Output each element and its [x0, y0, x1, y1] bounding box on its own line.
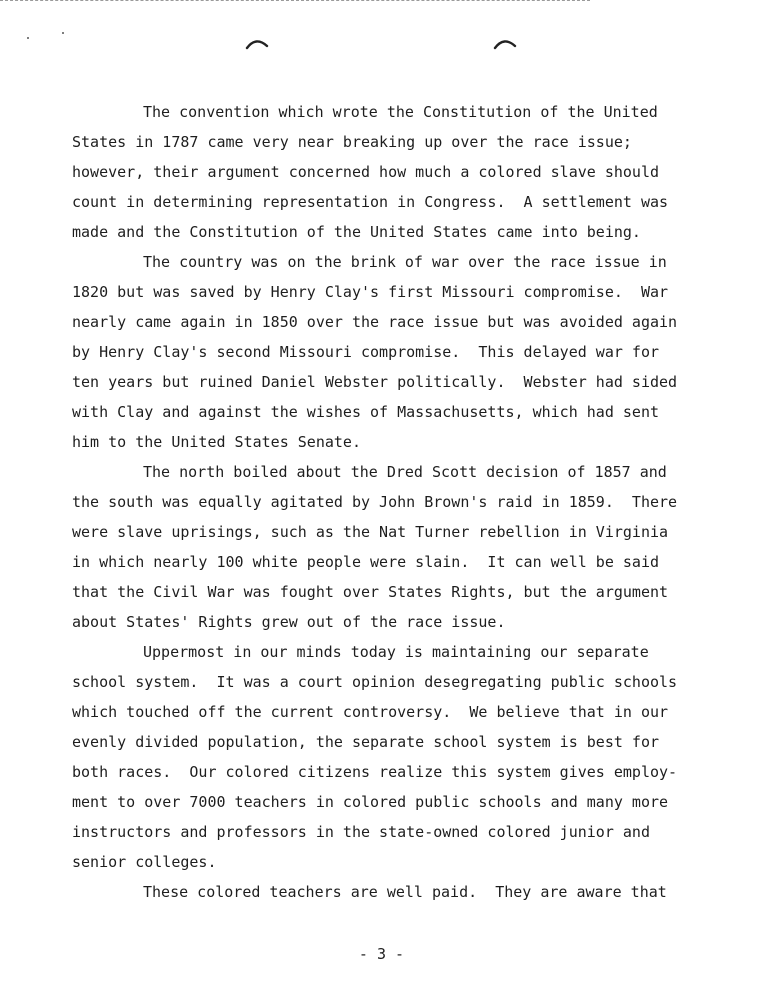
text-line: both races. Our colored citizens realize this system gives employ-: [72, 763, 678, 781]
binder-hole-mark-left: [245, 36, 269, 50]
binder-hole-mark-right: [493, 36, 517, 50]
text-line: senior colleges.: [72, 853, 217, 871]
text-line: evenly divided population, the separate school system is best for: [72, 733, 659, 751]
paragraph: [0, 247, 763, 457]
top-edge-dashed-line: [0, 0, 590, 1]
page-number: - 3 -: [358, 945, 405, 963]
paragraph: [0, 457, 763, 637]
text-line: ment to over 7000 teachers in colored public schools and many more: [72, 793, 669, 811]
text-line: that the Civil War was fought over States Rights, but the argument: [72, 583, 669, 601]
paragraph: [0, 877, 763, 907]
text-line: the south was equally agitated by John Brown's raid in 1859. There: [72, 493, 678, 511]
text-line: instructors and professors in the state-owned colored junior and: [72, 823, 650, 841]
text-line: with Clay and against the wishes of Massachusetts, which had sent: [72, 403, 659, 421]
scan-speck: [27, 37, 29, 39]
text-line: were slave uprisings, such as the Nat Turner rebellion in Virginia: [72, 523, 669, 541]
text-line: by Henry Clay's second Missouri compromise. This delayed war for: [72, 343, 659, 361]
text-line: school system. It was a court opinion desegregating public schools: [72, 673, 678, 691]
text-line: count in determining representation in Congress. A settlement was: [72, 193, 669, 211]
text-line: 1820 but was saved by Henry Clay's first Missouri compromise. War: [72, 283, 669, 301]
scan-speck: [62, 32, 64, 34]
text-line: which touched off the current controversy. We believe that in our: [72, 703, 669, 721]
text-line: nearly came again in 1850 over the race issue but was avoided again: [72, 313, 678, 331]
text-line: him to the United States Senate.: [72, 433, 361, 451]
paragraph: [0, 97, 763, 247]
text-line: however, their argument concerned how much a colored slave should: [72, 163, 659, 181]
text-line: The convention which wrote the Constitution of the United: [143, 103, 658, 121]
text-line: Uppermost in our minds today is maintaining our separate: [143, 643, 649, 661]
text-line: States in 1787 came very near breaking up over the race issue;: [72, 133, 632, 151]
text-line: ten years but ruined Daniel Webster politically. Webster had sided: [72, 373, 678, 391]
text-line: The country was on the brink of war over the race issue in: [143, 253, 667, 271]
text-line: These colored teachers are well paid. They are aware that: [143, 883, 667, 901]
text-line: about States' Rights grew out of the race issue.: [72, 613, 506, 631]
paragraph: [0, 637, 763, 877]
document-body: [0, 97, 763, 907]
text-line: The north boiled about the Dred Scott decision of 1857 and: [143, 463, 667, 481]
text-line: made and the Constitution of the United States came into being.: [72, 223, 641, 241]
text-line: in which nearly 100 white people were slain. It can well be said: [72, 553, 659, 571]
